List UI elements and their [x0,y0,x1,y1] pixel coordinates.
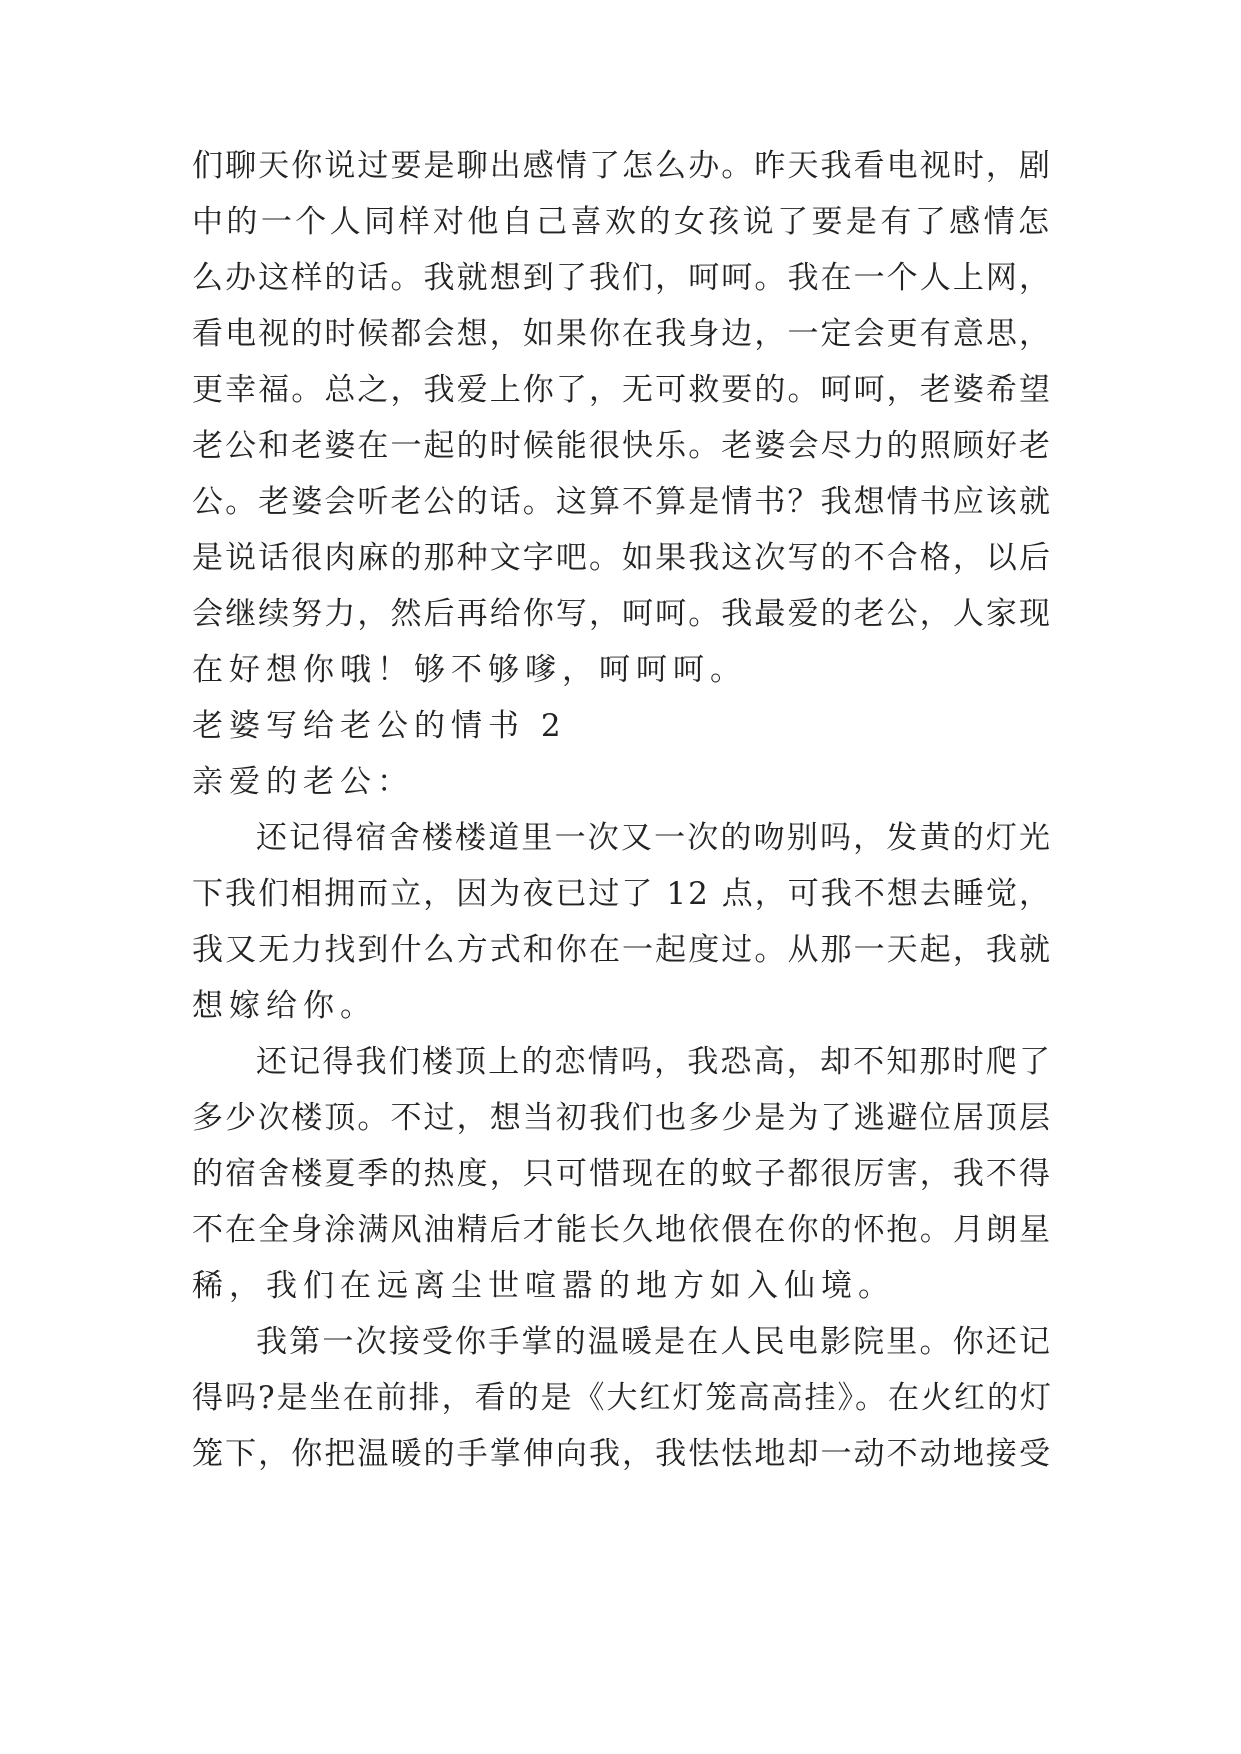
text-line: 还记得我们楼顶上的恋情吗，我恐高，却不知那时爬了 [256,1044,1052,1080]
text-line: 在好想你哦！够不够嗲，呵呵呵。 [192,652,747,688]
text-line: 中的一个人同样对他自己喜欢的女孩说了要是有了感情怎 [192,204,1052,240]
text-line: 的宿舍楼夏季的热度，只可惜现在的蚊子都很厉害，我不得 [192,1156,1052,1192]
text-line: 不在全身涂满风油精后才能长久地依偎在你的怀抱。月朗星 [192,1212,1052,1248]
text-line: 看电视的时候都会想，如果你在我身边，一定会更有意思， [192,316,1052,352]
text-line: 下我们相拥而立，因为夜已过了 12 点，可我不想去睡觉， [192,876,1052,912]
text-line: 公。老婆会听老公的话。这算不算是情书？我想情书应该就 [192,484,1052,520]
text-line: 是说话很肉麻的那种文字吧。如果我这次写的不合格，以后 [192,540,1052,576]
text-line: 笼下，你把温暖的手掌伸向我，我怯怯地却一动不动地接受 [192,1436,1052,1472]
text-line: 么办这样的话。我就想到了我们，呵呵。我在一个人上网， [192,260,1052,296]
text-line: 更幸福。总之，我爱上你了，无可救要的。呵呵，老婆希望 [192,372,1052,408]
section-title: 老婆写给老公的情书 2 [192,708,567,744]
text-line: 得吗?是坐在前排，看的是《大红灯笼高高挂》。在火红的灯 [192,1380,1052,1416]
text-line: 会继续努力，然后再给你写，呵呵。我最爱的老公，人家现 [192,596,1052,632]
text-line: 们聊天你说过要是聊出感情了怎么办。昨天我看电视时，剧 [192,148,1052,184]
text-line: 稀，我们在远离尘世喧嚣的地方如入仙境。 [192,1268,895,1304]
text-line: 想嫁给你。 [192,988,377,1024]
text-line: 我第一次接受你手掌的温暖是在人民电影院里。你还记 [256,1324,1052,1360]
text-line: 多少次楼顶。不过，想当初我们也多少是为了逃避位居顶层 [192,1100,1052,1136]
text-line: 老公和老婆在一起的时候能很快乐。老婆会尽力的照顾好老 [192,428,1052,464]
text-line: 我又无力找到什么方式和你在一起度过。从那一天起，我就 [192,932,1052,968]
text-line: 还记得宿舍楼楼道里一次又一次的吻别吗，发黄的灯光 [256,820,1052,856]
salutation: 亲爱的老公： [192,764,414,800]
